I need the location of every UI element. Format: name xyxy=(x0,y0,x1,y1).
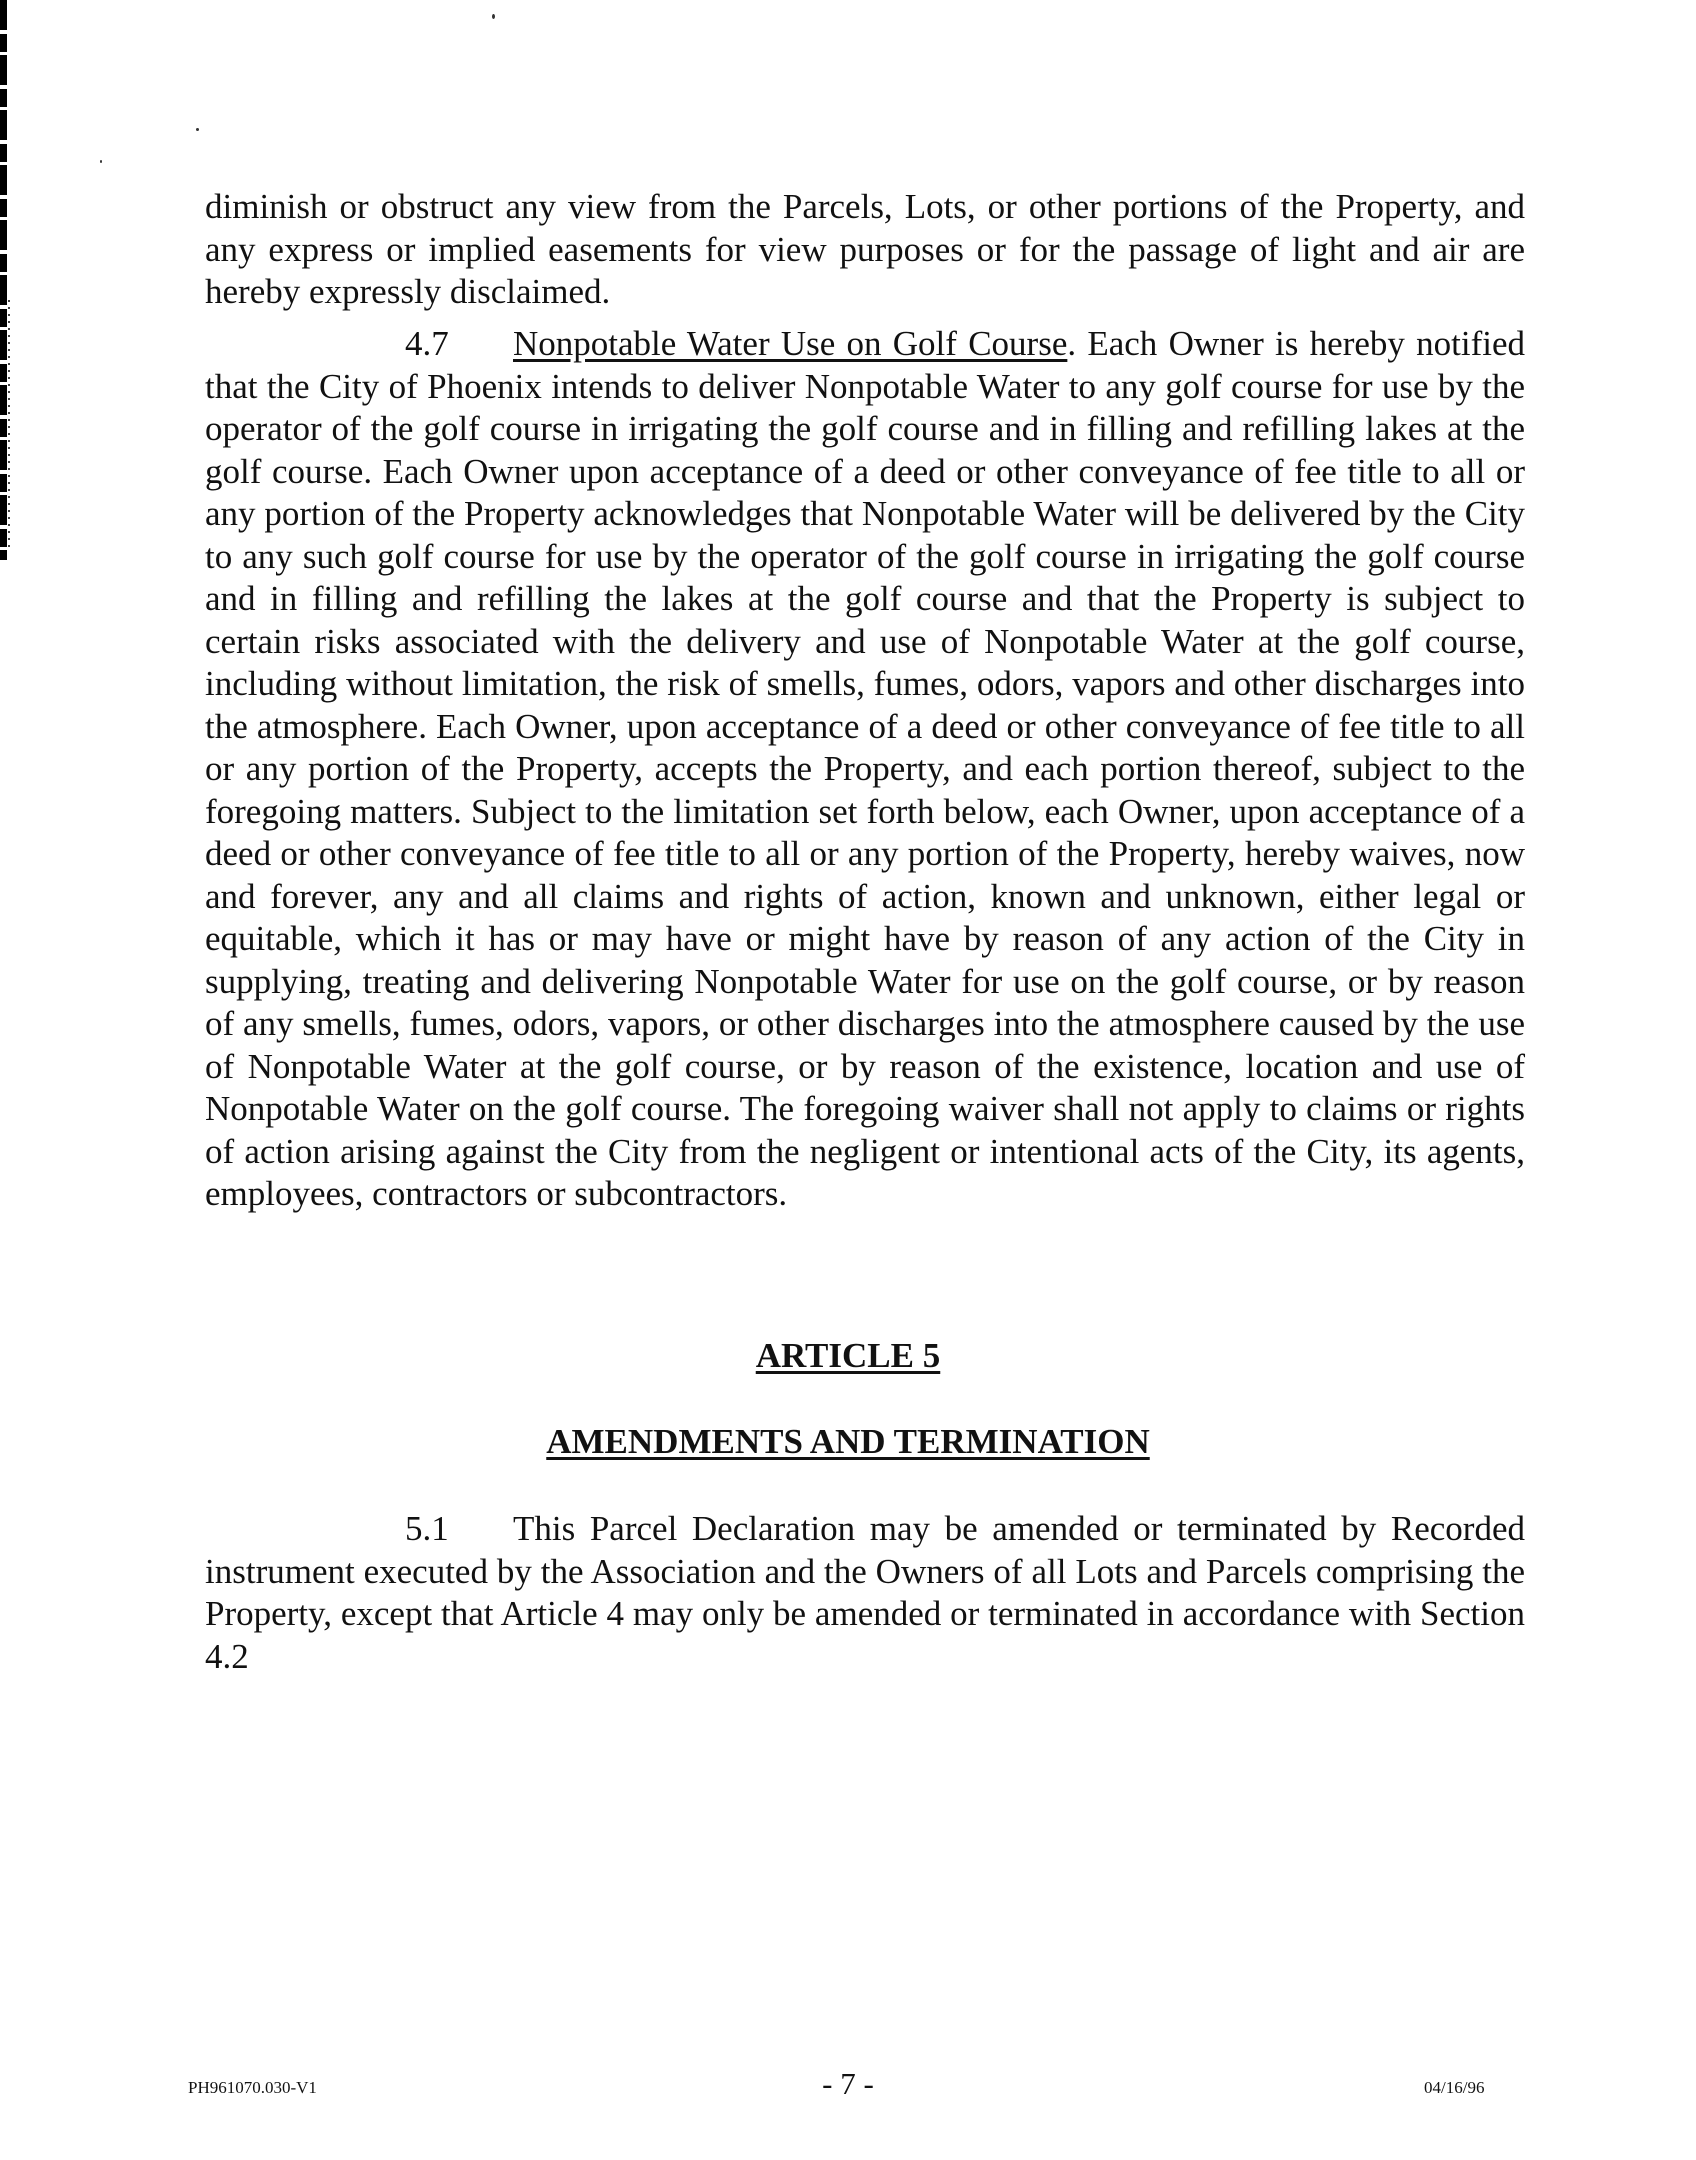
article-number-heading: ARTICLE 5 xyxy=(755,1336,941,1375)
section-4-7-title: Nonpotable Water Use on Golf Course xyxy=(513,324,1068,363)
scan-speck xyxy=(196,128,199,131)
scan-edge-dots xyxy=(8,300,10,550)
section-5-1-body: This Parcel Declaration may be amended or terminated by Recorded instrument executed by the Association and the Owners of all Lots and Parcels comprising the Property, except that Article 4 may only be amended or terminated in accordance with Section 4.2 xyxy=(205,1509,1525,1676)
section-5-1-paragraph xyxy=(205,1508,1525,1678)
section-4-7-body: . Each Owner is hereby notified that the City of Phoenix intends to deliver Nonpotable Water to any golf course for use by the operator of the golf course in irrigating the golf course and in filling and refilling lakes at the golf course. Each Owner upon acceptance of a deed or other conveyance of fee title to all or any portion of the Property acknowledges that Nonpotable Water will be delivered by the City to any such golf course for use by the operator of the golf course in irrigating the golf course and in filling and refilling the lakes at the golf course and that the Property is subject to certain risks associated with the delivery and use of Nonpotable Water at the golf course, including without limitation, the risk of smells, fumes, odors, vapors and other discharges into the atmosphere. Each Owner, upon acceptance of a deed or other conveyance of fee title to all or any portion of the Property, accepts the Property, and each portion thereof, subject to the foregoing matters. Subject to the limitation set forth below, each Owner, upon acceptance of a deed or other conveyance of fee title to all or any portion of the Property, hereby waives, now and forever, any and all claims and rights of action, known and unknown, either legal or equitable, which it has or may have or might have by reason of any action of the City in supplying, treating and delivering Nonpotable Water for use on the golf course, or by reason of any smells, fumes, odors, vapors, or other discharges into the atmosphere caused by the use of Nonpotable Water at the golf course, or by reason of the existence, location and use of Nonpotable Water on the golf course. The foregoing waiver shall not apply to claims or rights of action arising against the City from the negligent or intentional acts of the City, its agents, employees, contractors or subcontractors. xyxy=(205,324,1525,1213)
footer-doc-id: PH961070.030-V1 xyxy=(188,2078,317,2097)
footer-date: 04/16/96 xyxy=(1424,2078,1485,2097)
section-4-7-number: 4.7 xyxy=(405,324,449,363)
section-4-7-paragraph xyxy=(205,323,1525,1216)
continuation-paragraph xyxy=(205,186,1525,314)
continuation-text: diminish or obstruct any view from the Parcels, Lots, or other portions of the Property, and any express or implied easements for view purposes or for the passage of light and air are hereby expressly disclaimed. xyxy=(205,187,1525,311)
footer-page-number: - 7 - xyxy=(822,2066,874,2101)
section-5-1-number: 5.1 xyxy=(405,1509,449,1548)
scan-edge-artifact xyxy=(0,0,7,560)
scan-speck xyxy=(100,160,102,163)
scan-speck xyxy=(492,14,495,19)
article-title-heading: AMENDMENTS AND TERMINATION xyxy=(546,1422,1150,1461)
